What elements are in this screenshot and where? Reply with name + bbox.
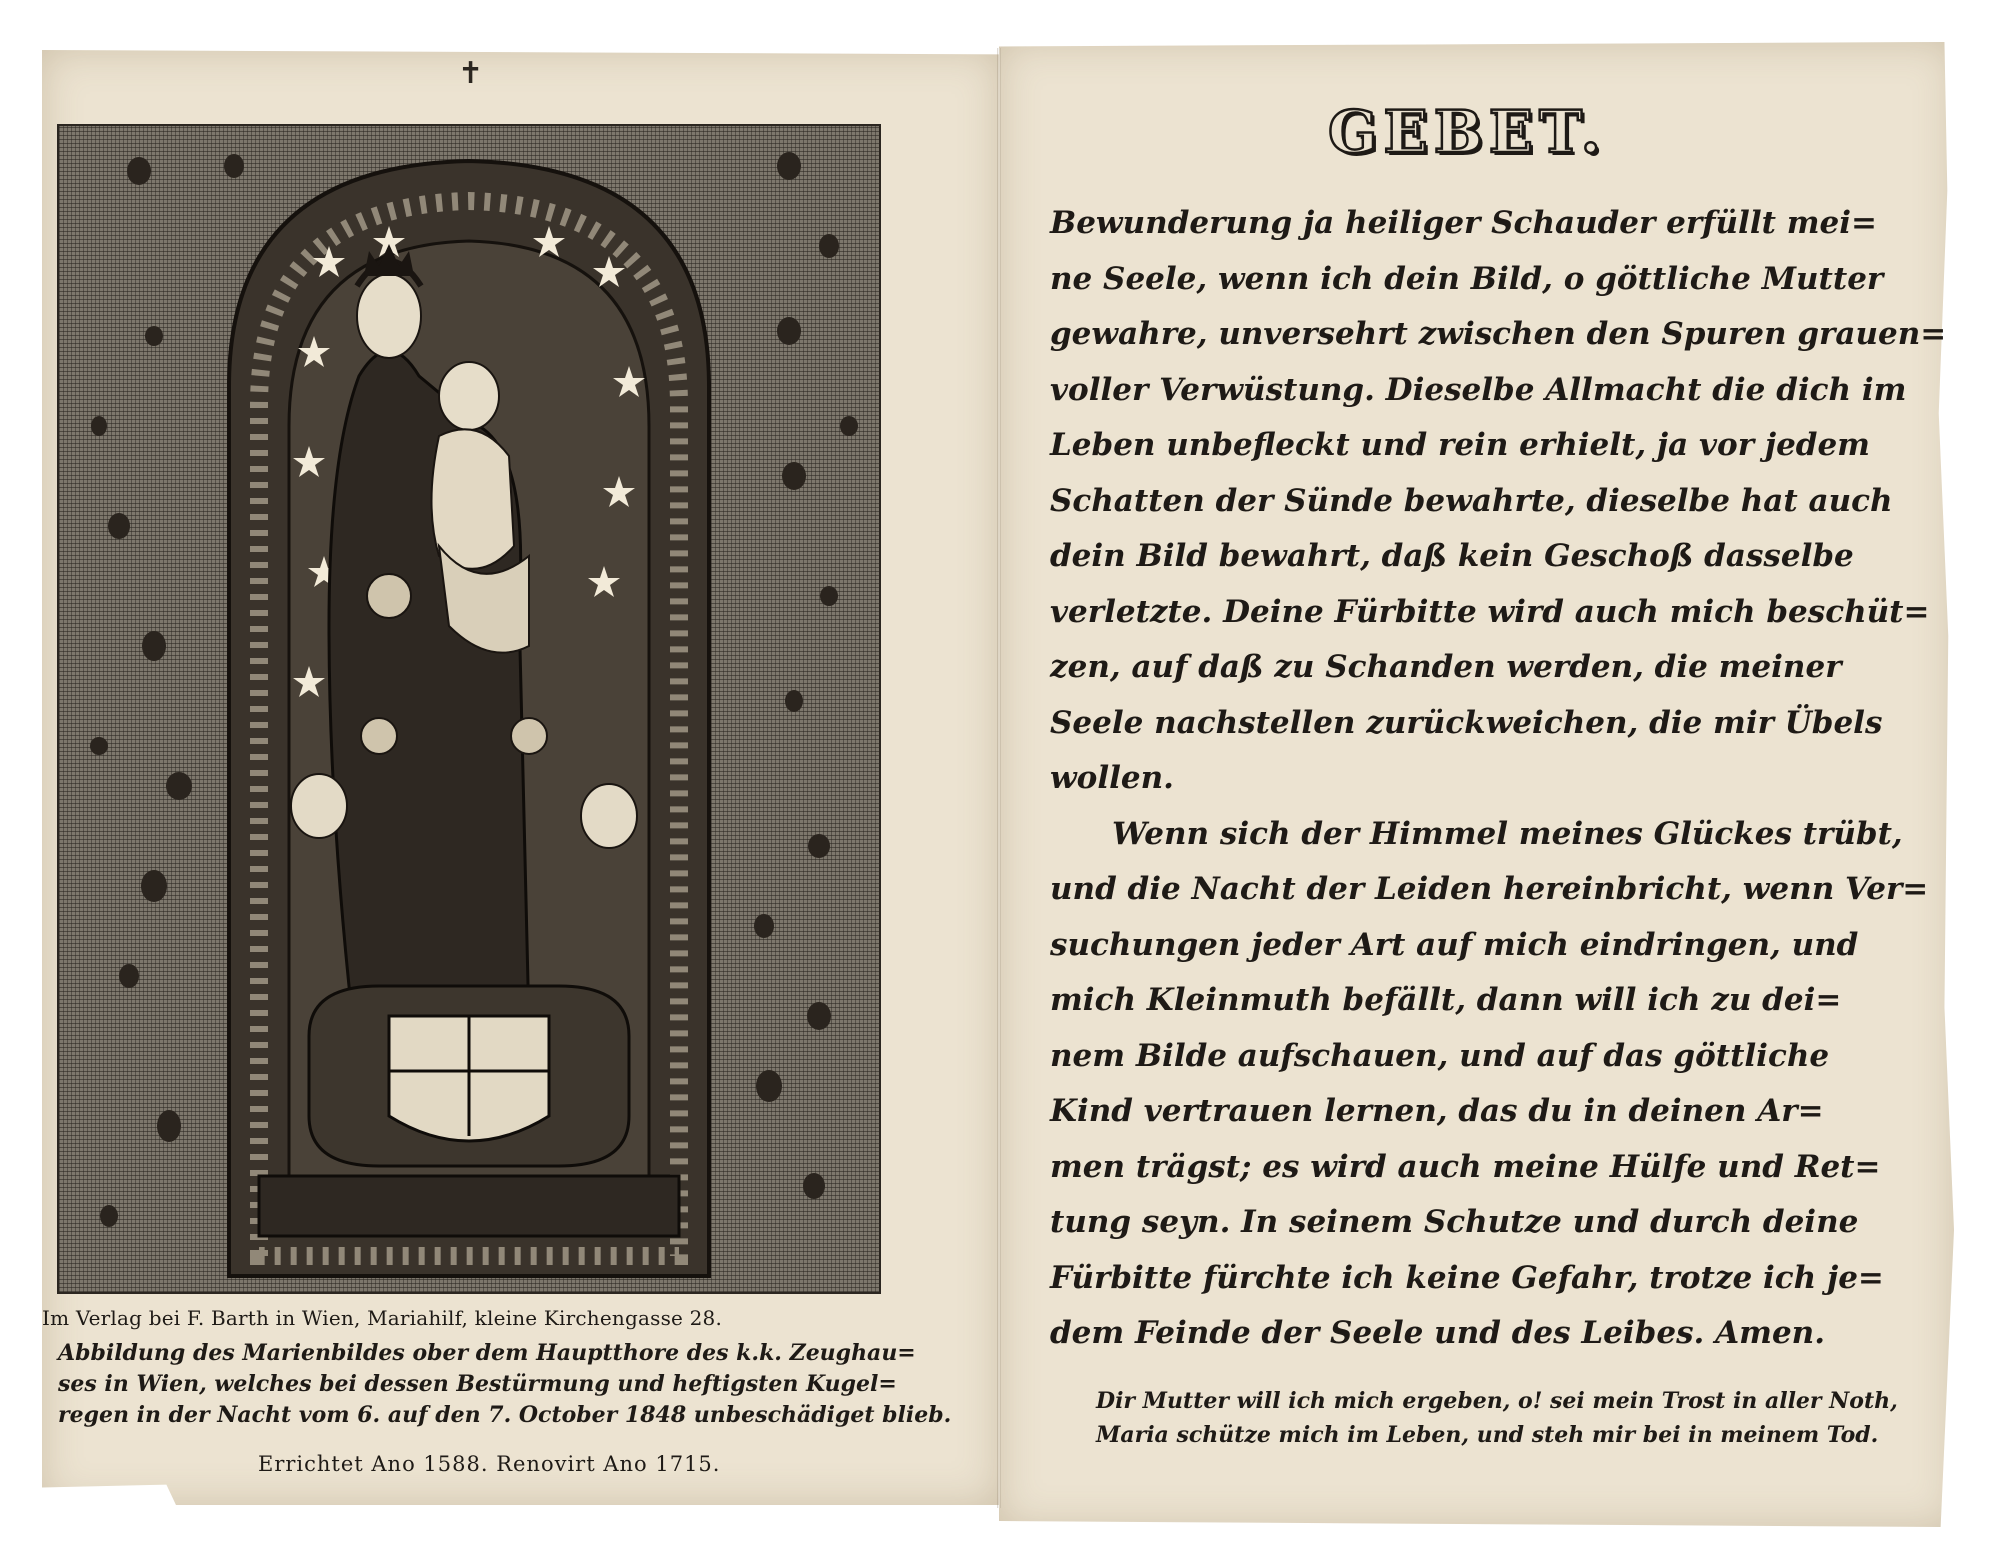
caption-line: regen in der Nacht vom 6. auf den 7. October 1848 unbeschädiget blieb. xyxy=(58,1402,952,1428)
caption-line: ses in Wien, welches bei dessen Bestürmung und heftigsten Kugel= xyxy=(58,1371,897,1397)
prayer-line: mich Kleinmuth befällt, dann will ich zu dei= xyxy=(1050,982,1842,1018)
prayer-line: Kind vertrauen lernen, das du in deinen Ar= xyxy=(1050,1093,1824,1129)
prayer-line: und die Nacht der Leiden hereinbricht, wenn Ver= xyxy=(1050,871,1929,907)
prayer-text xyxy=(1050,196,1947,1362)
madonna-engraving xyxy=(57,124,881,1294)
prayer-line: Leben unbefleckt und rein erhielt, ja vor jedem xyxy=(1050,427,1870,463)
prayer-line: men trägst; es wird auch meine Hülfe und Ret= xyxy=(1050,1148,1881,1185)
prayer-line: Bewunderung ja heiliger Schauder erfüllt mei= xyxy=(1050,205,1877,241)
prayer-line: Schatten der Sünde bewahrte, dieselbe hat auch xyxy=(1050,482,1893,519)
publisher-line: Im Verlag bei F. Barth in Wien, Mariahilf, kleine Kirchengasse 28. xyxy=(42,1306,723,1330)
prayer-title: GEBET. xyxy=(1328,98,1607,166)
center-fold xyxy=(997,48,1001,1508)
prayer-line: zen, auf daß zu Schanden werden, die meiner xyxy=(1050,649,1842,685)
closing-verse xyxy=(1096,1384,1926,1452)
coat-of-arms xyxy=(259,986,679,1236)
cross-icon: ✝ xyxy=(458,56,484,91)
prayer-line: dein Bild bewahrt, daß kein Geschoß dasselbe xyxy=(1050,538,1854,574)
closing-line: Dir Mutter will ich mich ergeben, o! sei mein Trost in aller Noth, xyxy=(1096,1388,1898,1414)
prayer-line: gewahre, unversehrt zwischen den Spuren grauen= xyxy=(1050,316,1947,352)
engraving-drawing xyxy=(59,126,879,1292)
prayer-line: dem Feinde der Seele und des Leibes. Amen. xyxy=(1050,1315,1826,1351)
prayer-line: ne Seele, wenn ich dein Bild, o göttliche Mutter xyxy=(1050,260,1884,297)
founded-line: Errichtet Ano 1588. Renovirt Ano 1715. xyxy=(258,1452,721,1476)
prayer-line: Fürbitte fürchte ich keine Gefahr, trotze ich je= xyxy=(1050,1259,1884,1296)
prayer-line: Seele nachstellen zurückweichen, die mir Übels xyxy=(1050,704,1883,741)
prayer-line: nem Bilde aufschauen, und auf das göttliche xyxy=(1050,1037,1830,1074)
caption-line: Abbildung des Marienbildes ober dem Hauptthore des k.k. Zeughau= xyxy=(58,1340,916,1366)
closing-line: Maria schütze mich im Leben, und steh mir bei in meinem Tod. xyxy=(1096,1422,1879,1448)
prayer-line: voller Verwüstung. Dieselbe Allmacht die dich im xyxy=(1050,371,1907,408)
engraving-caption xyxy=(58,1338,952,1431)
prayer-line: verletzte. Deine Fürbitte wird auch mich beschüt= xyxy=(1050,593,1930,630)
prayer-line: wollen. xyxy=(1050,760,1174,796)
prayer-line: tung seyn. In seinem Schutze und durch deine xyxy=(1050,1204,1859,1240)
prayer-line: Wenn sich der Himmel meines Glückes trübt, xyxy=(1112,815,1903,852)
prayer-line: suchungen jeder Art auf mich eindringen, und xyxy=(1050,926,1859,963)
